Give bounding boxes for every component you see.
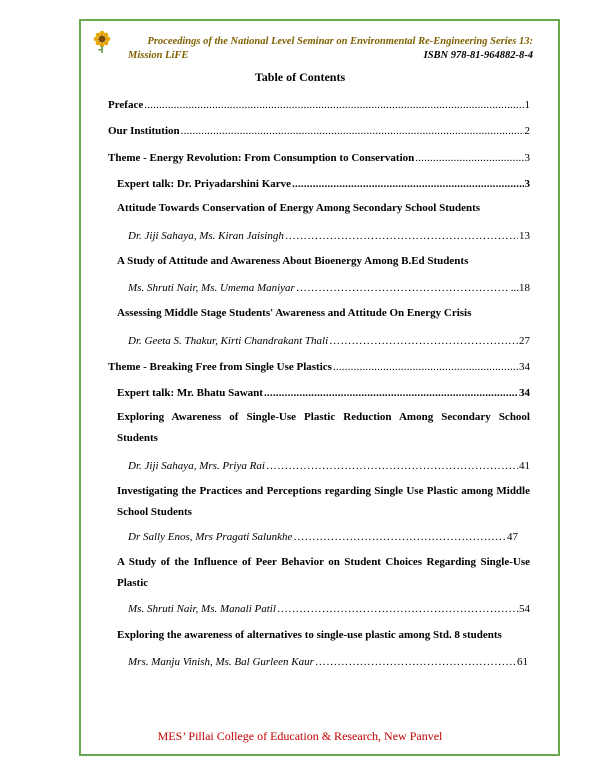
leader-dots	[292, 177, 523, 191]
toc-article-authors: Mrs. Manju Vinish, Ms. Bal Gurleen Kaur	[128, 656, 314, 668]
toc-entry-page: 13	[519, 230, 530, 242]
toc-article-authors: Dr Sally Enos, Mrs Pragati Salunkhe	[128, 531, 293, 543]
toc-article-authors-row	[128, 459, 530, 473]
leader-dots	[296, 281, 510, 295]
toc-entry-page: 3	[524, 152, 530, 164]
page-footer: MES’ Pillai College of Education & Research, New Panvel	[157, 729, 443, 743]
toc-entry-page: 34	[519, 361, 530, 373]
toc-article-title[interactable]: A Study of the Influence of Peer Behavior on Student Choices Regarding Single-Use Plastic	[117, 556, 530, 589]
toc-entry-page: 2	[524, 125, 530, 137]
leader-dots	[329, 334, 507, 348]
leader-dots	[144, 98, 523, 112]
leader-dots	[415, 151, 523, 165]
toc-entry-page: 1	[524, 99, 530, 111]
toc-expert-talk-karve[interactable]	[117, 177, 530, 191]
leader-dots	[277, 602, 518, 616]
toc-article-authors-row	[128, 334, 530, 348]
toc-entry-title: Preface	[108, 99, 144, 111]
toc-article-authors-row	[128, 655, 528, 669]
leader-dots	[285, 229, 518, 243]
toc-article-authors: Ms. Shruti Nair, Ms. Umema Maniyar	[128, 282, 295, 294]
header-isbn: ISBN 978-81-964882-8-4	[423, 50, 533, 61]
toc-entry-page: 3	[524, 178, 530, 190]
toc-article-authors-row	[128, 281, 530, 295]
toc-entry-institution[interactable]	[108, 124, 530, 138]
toc-entry-page: ...18	[510, 282, 530, 294]
toc-entry-page: 41	[519, 460, 530, 472]
toc-article-authors: Dr. Jiji Sahaya, Mrs. Priya Rai	[128, 460, 265, 472]
toc-expert-talk-sawant[interactable]	[117, 386, 530, 400]
toc-article-title[interactable]: Exploring the awareness of alternatives to single-use plastic among Std. 8 students	[117, 629, 502, 641]
toc-entry-title: Theme - Energy Revolution: From Consumption to Conservation	[108, 152, 415, 164]
header-proceedings-title: Proceedings of the National Level Seminar on Environmental Re-Engineering Series 13:	[147, 36, 533, 47]
toc-article-title[interactable]: Exploring Awareness of Single-Use Plastic Reduction Among Secondary School Students	[117, 411, 530, 444]
toc-entry-page: 54	[519, 603, 530, 615]
leader-dots	[293, 530, 506, 544]
toc-theme-energy[interactable]	[108, 151, 530, 165]
toc-article-authors-row	[128, 530, 518, 544]
toc-entry-title: Our Institution	[108, 125, 180, 137]
toc-article-authors: Dr. Geeta S. Thakur, Kirti Chandrakant Thali	[128, 335, 329, 347]
header-mission-title: Mission LiFE	[128, 50, 189, 61]
leader-dots	[315, 655, 516, 669]
toc-entry-page: 61	[517, 656, 528, 668]
toc-article-title[interactable]: Attitude Towards Conservation of Energy Among Secondary School Students	[117, 202, 481, 214]
toc-article-authors-row	[128, 602, 530, 616]
toc-entry-page: …27	[508, 335, 530, 347]
toc-article-authors-row	[128, 229, 530, 243]
toc-article-title[interactable]: A Study of Attitude and Awareness About Bioenergy Among B.Ed Students	[117, 255, 469, 267]
sunflower-logo-icon	[93, 30, 111, 54]
leader-dots	[333, 360, 518, 374]
toc-entry-title: Theme - Breaking Free from Single Use Plastics	[108, 361, 332, 373]
toc-article-authors: Ms. Shruti Nair, Ms. Manali Patil	[128, 603, 276, 615]
toc-entry-page: 34	[519, 387, 530, 399]
toc-entry-preface[interactable]	[108, 98, 530, 112]
toc-theme-plastics[interactable]	[108, 360, 530, 374]
toc-entry-title: Expert talk: Dr. Priyadarshini Karve	[117, 178, 292, 190]
leader-dots	[266, 459, 518, 473]
leader-dots	[181, 124, 524, 138]
toc-article-authors: Dr. Jiji Sahaya, Ms. Kiran Jaisingh	[128, 230, 284, 242]
toc-entry-page: 47	[507, 531, 518, 543]
toc-entry-title: Expert talk: Mr. Bhatu Sawant	[117, 387, 263, 399]
leader-dots	[264, 386, 518, 400]
toc-article-title[interactable]: Assessing Middle Stage Students' Awareness and Attitude On Energy Crisis	[117, 307, 472, 319]
toc-article-title[interactable]: Investigating the Practices and Perceptions regarding Single Use Plastic among Middle School Students	[117, 485, 530, 518]
toc-heading: Table of Contents	[254, 70, 346, 84]
